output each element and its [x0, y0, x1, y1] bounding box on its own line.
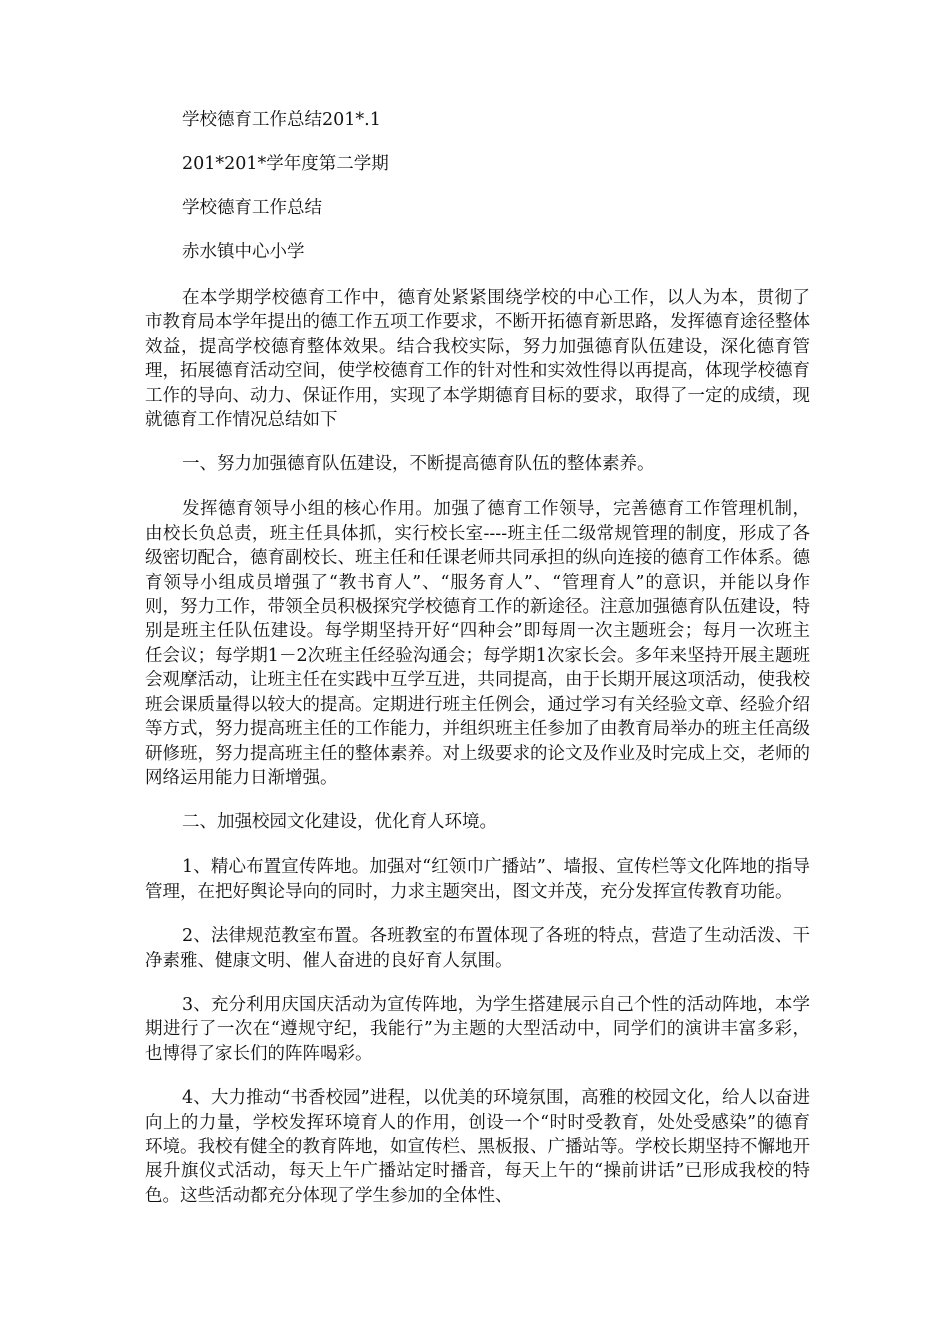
school-name: 赤水镇中心小学: [182, 242, 305, 262]
section-2-title: 二、加强校园文化建设，优化育人环境。: [182, 812, 497, 833]
section-2-item-1: 1、精心布置宣传阵地。加强对“红领巾广播站”、墙报、宣传栏等文化阵地的指导管理，在把好舆论导向的同时，力求主题突出，图文并茂，充分发挥宣传教育功能。: [145, 857, 810, 902]
section-2-item-3: 3、充分利用庆国庆活动为宣传阵地，为学生搭建展示自己个性的活动阵地，本学期进行了一次在“遵规守纪，我能行”为主题的大型活动中，同学们的演讲丰富多彩，也博得了家长们的阵阵喝彩。: [145, 994, 810, 1064]
intro-paragraph: 在本学期学校德育工作中，德育处紧紧围绕学校的中心工作，以人为本，贯彻了市教育局本学年提出的德工作五项工作要求，不断开拓德育新思路，发挥德育途径整体效益，提高学校德育整体效果。结合我校实际，努力加强德育队伍建设，深化德育管理，拓展德育活动空间，使学校德育工作的针对性和实效性得以再提高，体现学校德育工作的导向、动力、保证作用，实现了本学期德育目标的要求，取得了一定的成绩，现就德育工作情况总结如下: [145, 288, 810, 431]
section-1-title: 一、努力加强德育队伍建设，不断提高德育队伍的整体素养。: [182, 454, 655, 475]
section-2-item-4: 4、大力推动“书香校园”进程，以优美的环境氛围，高雅的校园文化，给人以奋进向上的力量，学校发挥环境育人的作用，创设一个“时时受教育，处处受感染”的德育环境。我校有健全的教育阵地，如宣传栏、黑板报、广播站等。学校长期坚持不懈地开展升旗仪式活动，每天上午广播站定时播音，每天上午的“操前讲话”已形成我校的特色。这些活动都充分体现了学生参加的全体性、: [145, 1088, 810, 1206]
school-term: 201*201*学年度第二学期: [182, 154, 389, 174]
document-page: [145, 108, 810, 1228]
document-subtitle: 学校德育工作总结: [182, 198, 322, 218]
document-title: 学校德育工作总结201*.1: [182, 110, 381, 130]
section-1-body: 发挥德育领导小组的核心作用。加强了德育工作领导，完善德育工作管理机制，由校长负总责，班主任具体抓，实行校长室----班主任二级常规管理的制度，形成了各级密切配合，德育副校长、班主任和任课老师共同承担的纵向连接的德育工作体系。德育领导小组成员增强了“教书育人”、“服务育人”、“管理育人”的意识，并能以身作则，努力工作，带领全员积极探究学校德育工作的新途径。注意加强德育队伍建设，特别是班主任队伍建设。每学期坚持开好“四种会”即每周一次主题班会；每月一次班主任会议；每学期1－2次班主任经验沟通会；每学期1次家长会。多年来坚持开展主题班会观摩活动，让班主任在实践中互学互进，共同提高，由于长期开展这项活动，使我校班会课质量得以较大的提高。定期进行班主任例会，通过学习有关经验文章、经验介绍等方式，努力提高班主任的工作能力，并组织班主任参加了由教育局举办的班主任高级研修班，努力提高班主任的整体素养。对上级要求的论文及作业及时完成上交，老师的网络运用能力日渐增强。: [145, 499, 810, 788]
section-2-item-2: 2、法律规范教室布置。各班教室的布置体现了各班的特点，营造了生动活泼、干净素雅、健康文明、催人奋进的良好育人氛围。: [145, 926, 810, 971]
